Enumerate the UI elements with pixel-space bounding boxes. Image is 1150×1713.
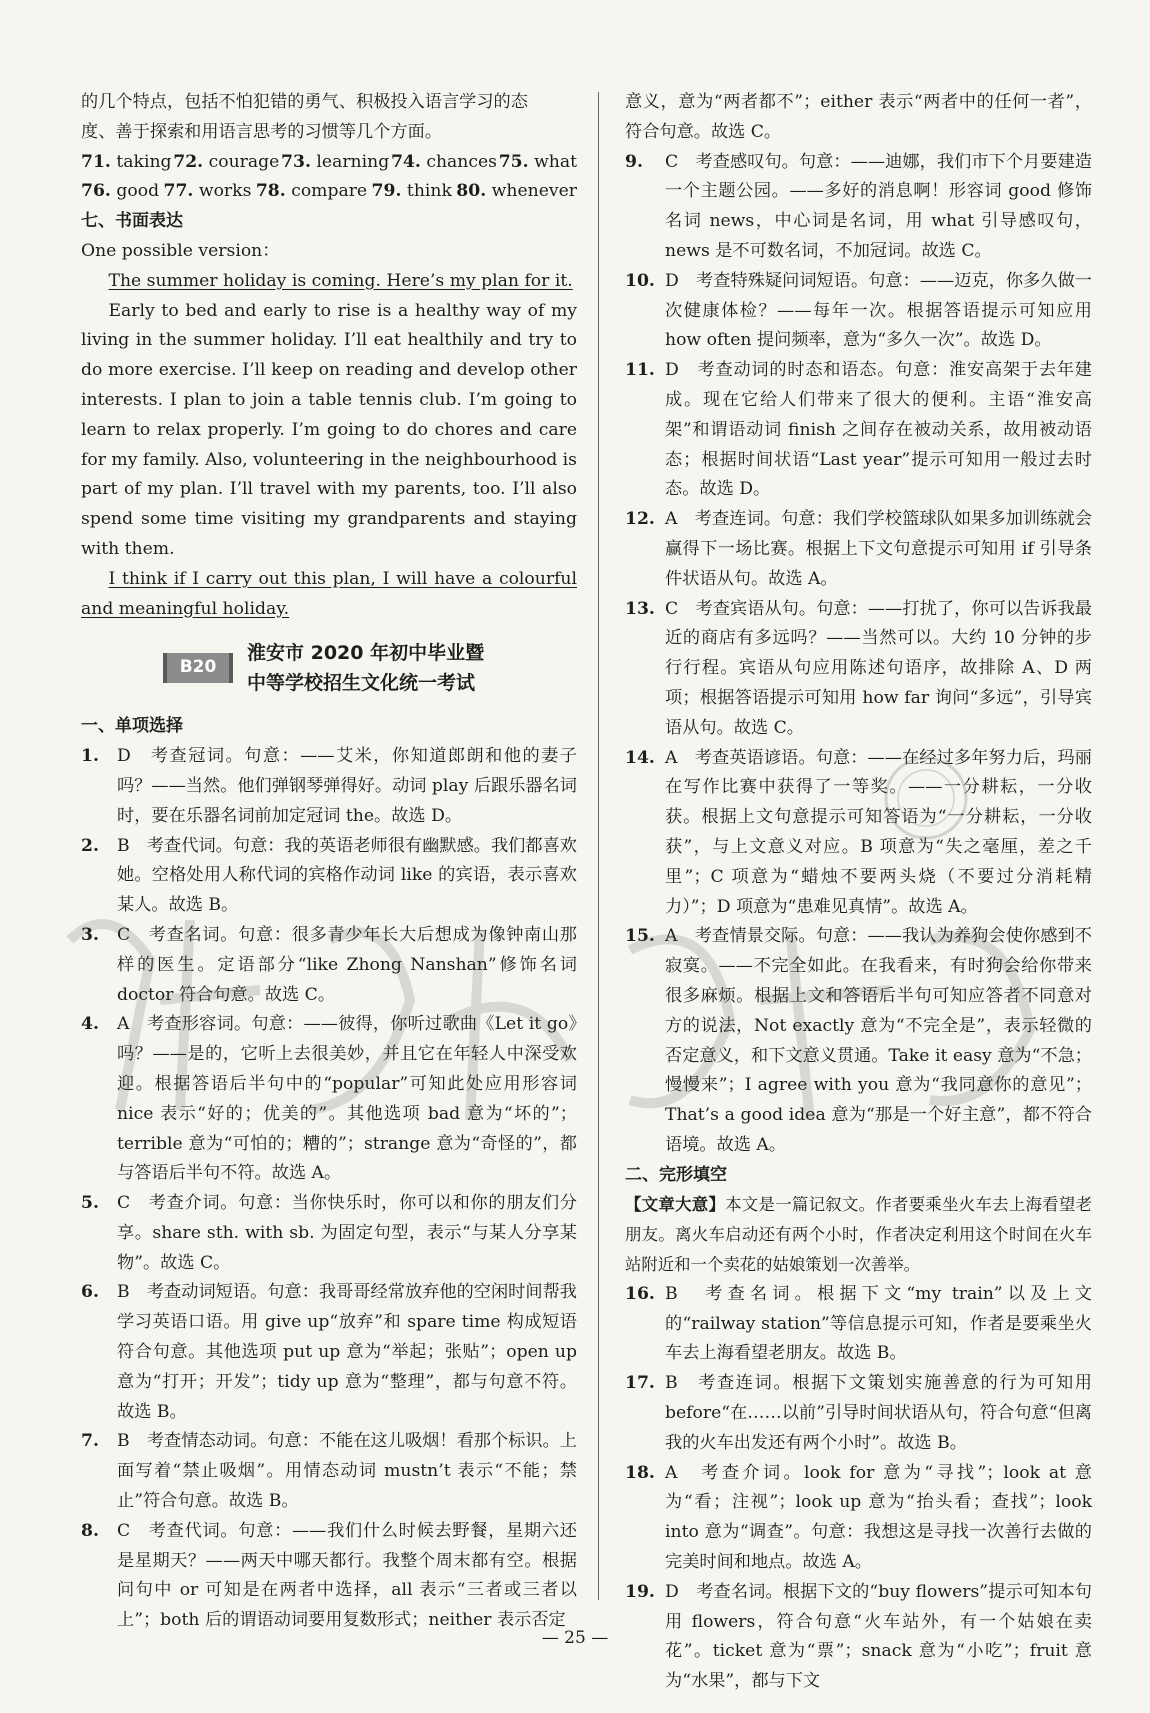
question-item xyxy=(625,744,1092,923)
question-number: 7. xyxy=(81,1431,99,1452)
answer-number: 75. xyxy=(498,151,529,172)
possible-version-label: One possible version： xyxy=(81,240,280,261)
question-number: 1. xyxy=(81,746,99,767)
question-item xyxy=(81,742,577,831)
question-explanation: D 考查冠词。句意：——艾米，你知道郎朗和他的妻子吗？——当然。他们弹钢琴弹得好。动词 play 后跟乐器名词时，要在乐器名词前加定冠词 the。故选 D。 xyxy=(117,746,577,826)
answer-word: compare xyxy=(291,181,368,202)
answer-number: 79. xyxy=(371,181,402,202)
answer-number: 74. xyxy=(390,151,421,172)
question-explanation: C 考查宾语从句。句意：——打扰了，你可以告诉我最近的商店有多远吗？——当然可以。大约 10 分钟的步行行程。宾语从句应用陈述句语序，故排除 A、D 两项；根据答语提示可知用 how far 询问“多远”，引导宾语从句。故选 C。 xyxy=(665,598,1092,738)
answer-word: think xyxy=(406,181,452,202)
page-number: — 25 — xyxy=(541,1628,609,1648)
question-explanation: B 考查连词。根据下文策划实施善意的行为可知用 before“在……以前”引导时间状语从句，符合句意“但离我的火车出发还有两个小时”。故选 B。 xyxy=(665,1373,1092,1453)
question-number: 12. xyxy=(625,509,655,530)
answer-word: whenever xyxy=(491,181,577,202)
question-explanation: D 考查动词的时态和语态。句意：淮安高架于去年建成。现在它给人们带来了很大的便利。主语“淮安高架”和谓语动词 finish 之间存在被动关系，故用被动语态；根据时间状语“Last year”提示可知用一般过去时态。故选 D。 xyxy=(665,360,1092,500)
answer-number: 77. xyxy=(163,181,194,202)
question-explanation: D 考查名词。根据下文的“buy flowers”提示可知本句用 flowers，符合句意“火车站外，有一个姑娘在卖花”。ticket 意为“票”；snack 意为“小吃”；fruit 意为“水果”，都与下文 xyxy=(665,1581,1092,1692)
section-heading: 二、完形填空 xyxy=(625,1164,727,1185)
question-item xyxy=(625,1369,1092,1458)
answer-number: 76. xyxy=(81,181,111,202)
answer-word: what xyxy=(534,151,577,172)
question-explanation: C 考查名词。句意：很多青少年长大后想成为像钟南山那样的医生。定语部分“like Zhong Nanshan”修饰名词 doctor 符合句意。故选 C。 xyxy=(117,924,577,1005)
question-explanation: A 考查情景交际。句意：——我认为养狗会使你感到不寂寞。——不完全如此。在我看来，有时狗会给你带来很多麻烦。根据上文和答语后半句可知应答者不同意对方的说法，Not exactly 意为“不完全是”，表示轻微的否定意义，和下文意义贯通。Take it easy 意为“不急；慢慢来”；I agree with you 意为“我同意你的意见”；That’s a good idea 意为“那是一个好主意”，都不符合语境。故选 A。 xyxy=(665,926,1092,1155)
answer-number: 73. xyxy=(281,151,311,172)
question-explanation: A 考查形容词。句意：——彼得，你听过歌曲《Let it go》吗？——是的，它听上去很美妙，并且它在年轻人中深受欢迎。根据答语后半句中的“popular”可知此处应用形容词 nice 表示“好的；优美的”。其他选项 bad 意为“坏的”；terrible 意为“可怕的；糟的”；strange 意为“奇怪的”，都与答语后半句不符。故选 A。 xyxy=(117,1014,577,1184)
essay-first-line xyxy=(81,267,577,297)
question-number: 11. xyxy=(625,360,655,381)
answer-word: good xyxy=(116,181,160,202)
question-explanation: C 考查感叹句。句意：——迪娜，我们市下个月要建造一个主题公园。——多好的消息啊！形容词 good 修饰名词 news，中心词是名词，用 what 引导感叹句，news 是不可数名词，不加冠词。故选 C。 xyxy=(665,151,1092,261)
question-number: 16. xyxy=(625,1283,655,1304)
question-item xyxy=(81,921,577,1010)
question-item xyxy=(81,1278,577,1427)
right-column xyxy=(625,88,1092,1697)
answer-row xyxy=(81,148,577,178)
essay-body: Early to bed and early to rise is a healthy way of my living in the summer holiday. I’ll eat healthily and try to do more exercise. I’ll keep on reading and develop other interests. I plan to join a table tennis club. I’m going to learn to relax properly. I’m going to do chores and care for my family. Also, volunteering in the neighbourhood is part of my plan. I’ll travel with my parents, too. I’ll also spend some time visiting my grandparents and staying with them. xyxy=(81,300,577,559)
question-explanation: B 考查代词。句意：我的英语老师很有幽默感。我们都喜欢她。空格处用人称代词的宾格作动词 like 的宾语，表示喜欢某人。故选 B。 xyxy=(117,835,577,916)
answer-number: 71. xyxy=(81,151,111,172)
answer-number: 80. xyxy=(456,181,487,202)
question-number: 15. xyxy=(625,926,655,947)
question-item xyxy=(625,267,1092,356)
question-number: 3. xyxy=(81,924,99,945)
question-explanation: C 考查代词。句意：——我们什么时候去野餐，星期六还是星期天？——两天中哪天都行。我整个周末都有空。根据问句中 or 可知是在两者中选择，all 表示“三者或三者以上”；both 后的谓语动词要用复数形式；neither 表示否定 xyxy=(117,1520,577,1631)
question-item xyxy=(625,505,1092,594)
question-item xyxy=(81,832,577,921)
exam-title-line: 淮安市 2020 年初中毕业暨 xyxy=(247,642,485,665)
exam-title xyxy=(247,638,484,698)
question-explanation: D 考查特殊疑问词短语。句意：——迈克，你多久做一次健康体检？——每年一次。根据答语提示可知应用 how often 提问频率，意为“多久一次”。故选 D。 xyxy=(665,270,1092,351)
question-item xyxy=(625,1280,1092,1369)
question-explanation: B 考查名词。根据下文“my train”以及上文的“railway station”等信息提示可知，作者是要乘坐火车去上海看望老朋友。故选 B。 xyxy=(665,1283,1092,1364)
answer-row xyxy=(81,177,577,207)
question-explanation: A 考查连词。句意：我们学校篮球队如果多加训练就会赢得下一场比赛。根据上下文句意提示可知用 if 引导条件状语从句。故选 A。 xyxy=(665,509,1092,589)
answer-number: 72. xyxy=(173,151,204,172)
question-number: 6. xyxy=(81,1282,99,1303)
question-explanation: B 考查动词短语。句意：我哥哥经常放弃他的空闲时间帮我学习英语口语。用 give up“放弃”和 spare time 构成短语符合句意。其他选项 put up 意为“举起；张贴”；open up 意为“打开；开发”；tidy up 意为“整理”，都与句意不符。故选 B。 xyxy=(117,1282,577,1422)
question-item xyxy=(625,148,1092,267)
question-number: 13. xyxy=(625,598,655,619)
question-number: 8. xyxy=(81,1520,99,1541)
question-item xyxy=(625,922,1092,1160)
essay-first-sentence: The summer holiday is coming. Here’s my plan for it. xyxy=(108,270,573,291)
article-summary-text: 本文是一篇记叙文。作者要乘坐火车去上海看望老朋友。离火车启动还有两个小时，作者决定利用这个时间在火车站附近和一个卖花的姑娘策划一次善举。 xyxy=(625,1195,1093,1275)
essay-last-sentence: I think if I carry out this plan, I will have a colourful and meaningful holiday. xyxy=(81,568,577,619)
intro-line: 的几个特点，包括不怕犯错的勇气、积极投入语言学习的态 xyxy=(81,92,528,112)
question-item xyxy=(625,595,1092,744)
question-item xyxy=(81,1189,577,1278)
continued-text: 意义，意为“两者都不”；either 表示“两者中的任何一者”，符合句意。故选 C。 xyxy=(625,92,1092,142)
exam-badge: B20 xyxy=(163,653,233,683)
question-number: 14. xyxy=(625,747,655,768)
question-item xyxy=(81,1010,577,1189)
article-summary-label: 【文章大意】 xyxy=(625,1195,726,1215)
question-explanation: B 考查情态动词。句意：不能在这儿吸烟！看那个标识。上面写着“禁止吸烟”。用情态动词 mustn’t 表示“不能；禁止”符合句意。故选 B。 xyxy=(117,1431,577,1512)
answer-word: chances xyxy=(426,151,497,172)
section-heading: 七、书面表达 xyxy=(81,211,183,232)
question-explanation: A 考查介词。look for 意为“寻找”；look at 意为“看；注视”；look up 意为“抬头看；查找”；look into 意为“调查”。句意：我想这是寻找一次善行去做的完美时间和地点。故选 A。 xyxy=(665,1462,1092,1573)
exam-header xyxy=(163,634,577,702)
question-explanation: C 考查介词。句意：当你快乐时，你可以和你的朋友们分享。share sth. with sb. 为固定句型，表示“与某人分享某物”。故选 C。 xyxy=(117,1193,577,1273)
exam-title-line: 中等学校招生文化统一考试 xyxy=(247,672,476,695)
question-number: 19. xyxy=(625,1581,655,1602)
question-item xyxy=(81,1427,577,1516)
article-summary xyxy=(625,1190,1092,1279)
column-divider xyxy=(598,92,599,1600)
answer-word: works xyxy=(198,181,252,202)
section-heading: 一、单项选择 xyxy=(81,716,183,737)
answer-word: courage xyxy=(208,151,280,172)
question-number: 4. xyxy=(81,1014,99,1035)
question-number: 2. xyxy=(81,835,99,856)
essay-last xyxy=(81,565,577,625)
question-number: 18. xyxy=(625,1462,655,1483)
left-column xyxy=(81,88,577,1636)
answer-number: 78. xyxy=(255,181,286,202)
question-number: 10. xyxy=(625,270,655,291)
answer-word: taking xyxy=(116,151,172,172)
question-item xyxy=(81,1517,577,1636)
intro-line: 度、善于探索和用语言思考的习惯等几个方面。 xyxy=(81,121,442,142)
question-item xyxy=(625,356,1092,505)
question-number: 17. xyxy=(625,1373,655,1394)
question-explanation: A 考查英语谚语。句意：——在经过多年努力后，玛丽在写作比赛中获得了一等奖。——一分耕耘，一分收获。根据上文句意提示可知答语为“一分耕耘，一分收获”，与上文意义对应。B 项意为“失之毫厘，差之千里”；C 项意为“蜡烛不要两头烧（不要过分消耗精力）”；D 项意为“患难见真情”。故选 A。 xyxy=(665,747,1092,917)
question-number: 9. xyxy=(625,151,643,172)
answer-word: learning xyxy=(316,151,390,172)
question-item xyxy=(625,1459,1092,1578)
question-number: 5. xyxy=(81,1193,99,1214)
